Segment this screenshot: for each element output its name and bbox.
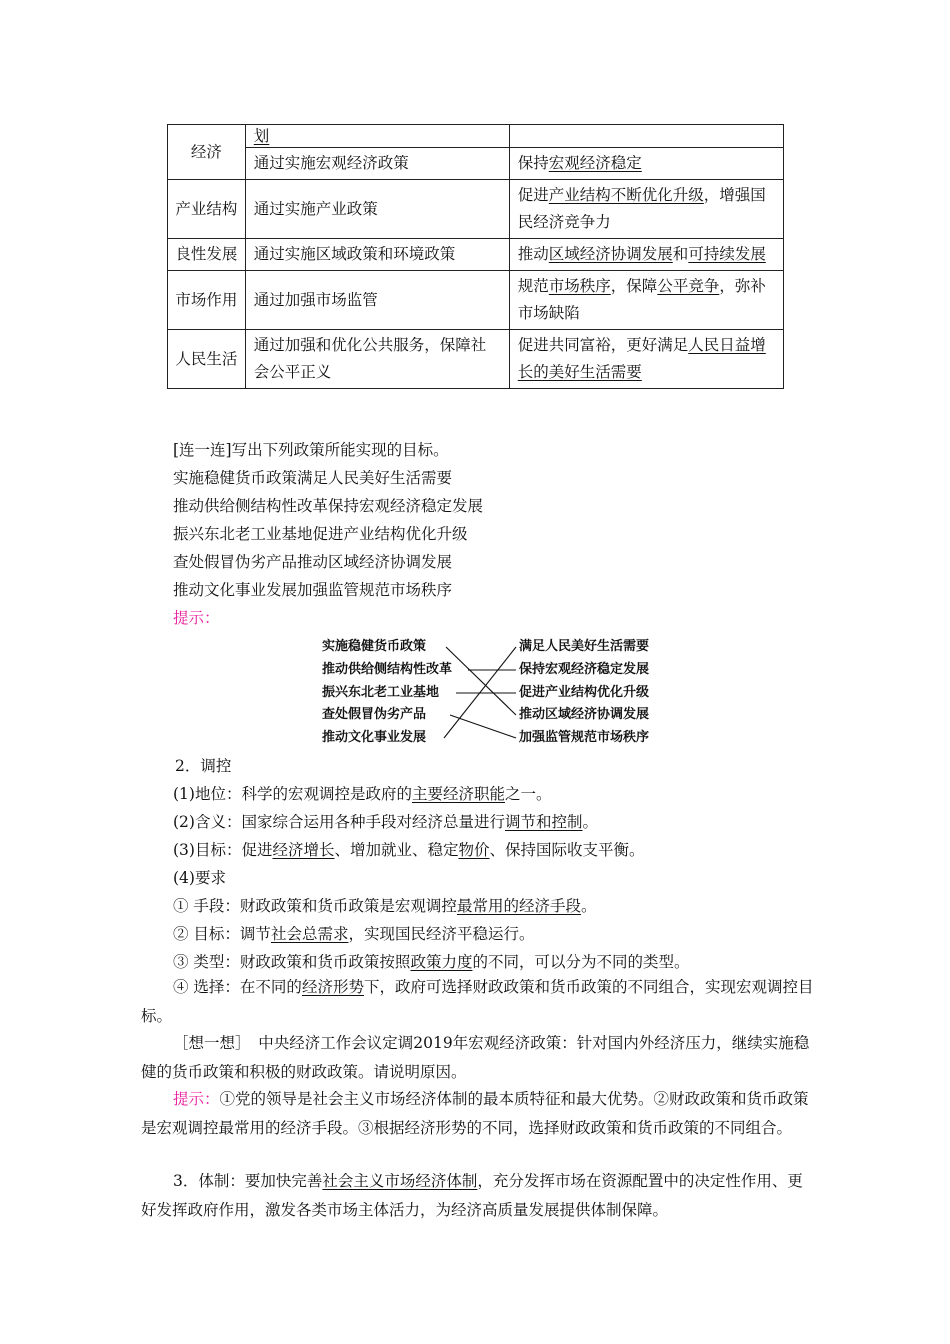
table-cell-measure: 通过实施产业政策 xyxy=(245,180,509,239)
diagram-left-label: 振兴东北老工业基地 xyxy=(322,685,440,700)
table-cell-measure: 划 xyxy=(245,125,509,148)
diagram-right-label: 满足人民美好生活需要 xyxy=(519,639,650,654)
diagram-right-label: 推动区域经济协调发展 xyxy=(519,707,650,722)
table-cell-goal xyxy=(509,180,783,239)
requirement-type xyxy=(173,951,689,973)
table-cell-goal xyxy=(509,271,783,330)
table-cell-measure: 通过实施宏观经济政策 xyxy=(245,148,509,180)
text-run: ，弥补市场缺陷 xyxy=(517,277,766,322)
table-cell-measure: 通过加强市场监管 xyxy=(245,271,509,330)
table-cell-category: 人民生活 xyxy=(168,330,246,389)
hint-label: 提示： xyxy=(173,1090,220,1108)
text-run: 、增加就业、稳定 xyxy=(334,841,459,859)
underlined-term: 主要经济职能 xyxy=(411,785,505,803)
text-run: 之一。 xyxy=(504,785,552,803)
underlined-term: 社会主义市场经济体制 xyxy=(322,1172,478,1190)
underlined-term: 宏观经济稳定 xyxy=(548,154,642,172)
underlined-term: 可持续发展 xyxy=(688,245,766,263)
table-row xyxy=(168,148,784,180)
text-run: 的不同，可以分为不同的类型。 xyxy=(472,953,690,971)
text-run: 和 xyxy=(672,245,689,263)
match-line xyxy=(446,647,516,715)
table-row xyxy=(168,271,784,330)
text-run: ，保障 xyxy=(610,277,658,295)
text-run: ，实现国民经济平稳运行。 xyxy=(348,925,535,943)
diagram-left-label: 推动文化事业发展 xyxy=(322,730,427,745)
think-paragraph: ［想一想］ 中央经济工作会议定调2019年宏观经济政策：针对国内外经济压力，继续实施稳健的货币政策和积极的财政政策。请说明原因。 xyxy=(141,1034,810,1081)
text-run: 。 xyxy=(582,813,598,831)
underlined-term: 调节和控制 xyxy=(504,813,583,831)
section2-goal xyxy=(173,839,645,861)
connect-heading: [连一连]写出下列政策所能实现的目标。 xyxy=(173,441,449,459)
requirement-means xyxy=(173,895,596,917)
underlined-term: 社会总需求 xyxy=(270,925,349,943)
section3-paragraph xyxy=(141,1167,816,1224)
text-run: 3．体制：要加快完善 xyxy=(173,1172,323,1190)
table-cell-category: 产业结构 xyxy=(168,180,246,239)
matching-diagram xyxy=(318,634,670,752)
table-cell-measure: 通过加强和优化公共服务，保障社会公平正义 xyxy=(245,330,509,389)
connect-item: 振兴东北老工业基地促进产业结构优化升级 xyxy=(173,525,468,543)
diagram-left-label: 实施稳健货币政策 xyxy=(322,639,427,654)
text-run: ② 目标：调节 xyxy=(173,925,271,943)
underlined-term: 经济形势 xyxy=(301,978,364,996)
diagram-right-label: 保持宏观经济稳定发展 xyxy=(519,662,650,677)
diagram-right-label: 促进产业结构优化升级 xyxy=(519,685,650,700)
table-row xyxy=(168,330,784,389)
underlined-term: 产业结构不断优化升级 xyxy=(548,186,704,204)
text-run: 下，政府可选择财政政策和货币政策的不同组合，实现宏观调控目标。 xyxy=(141,978,814,1025)
section2-position xyxy=(173,783,552,805)
text-run: 、保持国际收支平衡。 xyxy=(489,841,645,859)
underlined-term: 经济增长 xyxy=(272,841,335,859)
section2-requirements xyxy=(173,867,226,889)
requirement-target xyxy=(173,923,534,945)
underlined-term: 人民日益增长的美好生活需要 xyxy=(517,336,766,381)
underlined-term: 市场秩序 xyxy=(548,277,611,295)
table-cell-measure: 通过实施区域政策和环境政策 xyxy=(245,239,509,271)
table-row xyxy=(168,239,784,271)
hint-label: 提示： xyxy=(173,609,220,627)
underlined-term: 区域经济协调发展 xyxy=(548,245,673,263)
underlined-term: 公平竞争 xyxy=(657,277,720,295)
connect-item: 查处假冒伪劣产品推动区域经济协调发展 xyxy=(173,553,453,571)
underlined-term: 最常用的经济手段 xyxy=(456,897,581,915)
text-run: (2)含义：国家综合运用各种手段对经济总量进行 xyxy=(173,813,505,831)
underlined-term: 政策力度 xyxy=(410,953,473,971)
text-run: ，充分发挥市场在资源配置中的决定性作用、更好发挥政府作用，激发各类市场主体活力，为经济高质量发展提供体制保障。 xyxy=(141,1172,803,1219)
text-run: 保持 xyxy=(517,154,549,172)
text-run: (4)要求 xyxy=(173,869,226,887)
text-run: ，增强国民经济竞争力 xyxy=(517,186,766,231)
connect-item: 实施稳健货币政策满足人民美好生活需要 xyxy=(173,469,453,487)
text-run: (1)地位：科学的宏观调控是政府的 xyxy=(173,785,412,803)
policy-table xyxy=(167,124,784,389)
text-run: 推动 xyxy=(517,245,549,263)
diagram-left-label: 推动供给侧结构性改革 xyxy=(322,662,453,677)
table-cell-goal xyxy=(509,239,783,271)
diagram-right-label: 加强监管规范市场秩序 xyxy=(519,730,650,745)
text-run: 。 xyxy=(580,897,597,915)
requirement-choice xyxy=(141,973,816,1030)
table-cell-goal xyxy=(509,125,783,148)
table-row xyxy=(168,125,784,148)
text-run: ③ 类型：财政政策和货币政策按照 xyxy=(173,953,411,971)
connect-item: 推动供给侧结构性改革保持宏观经济稳定发展 xyxy=(173,497,484,515)
table-cell-category: 市场作用 xyxy=(168,271,246,330)
text-run: 规范 xyxy=(517,277,549,295)
think-hint: 提示：①党的领导是社会主义市场经济体制的最本质特征和最大优势。②财政政策和货币政策是宏观调控最常用的经济手段。③根据经济形势的不同，选择财政政策和货币政策的不同组合。 xyxy=(141,1090,809,1137)
table-row xyxy=(168,180,784,239)
diagram-left-label: 查处假冒伪劣产品 xyxy=(322,707,427,722)
text-run: (3)目标：促进 xyxy=(173,841,273,859)
underlined-term: 物价 xyxy=(458,841,490,859)
text-run: 促进 xyxy=(517,186,549,204)
table-cell-goal xyxy=(509,148,783,180)
section2-title: 2．调控 xyxy=(175,757,232,775)
section2-meaning xyxy=(173,811,598,833)
table-cell-goal xyxy=(509,330,783,389)
table-cell-category: 良性发展 xyxy=(168,239,246,271)
text-run: ④ 选择：在不同的 xyxy=(173,978,302,996)
table-cell-category: 经济 xyxy=(168,125,246,180)
text-run: ① 手段：财政政策和货币政策是宏观调控 xyxy=(173,897,457,915)
connect-item: 推动文化事业发展加强监管规范市场秩序 xyxy=(173,581,453,599)
text-run: 促进共同富裕，更好满足 xyxy=(517,336,689,354)
